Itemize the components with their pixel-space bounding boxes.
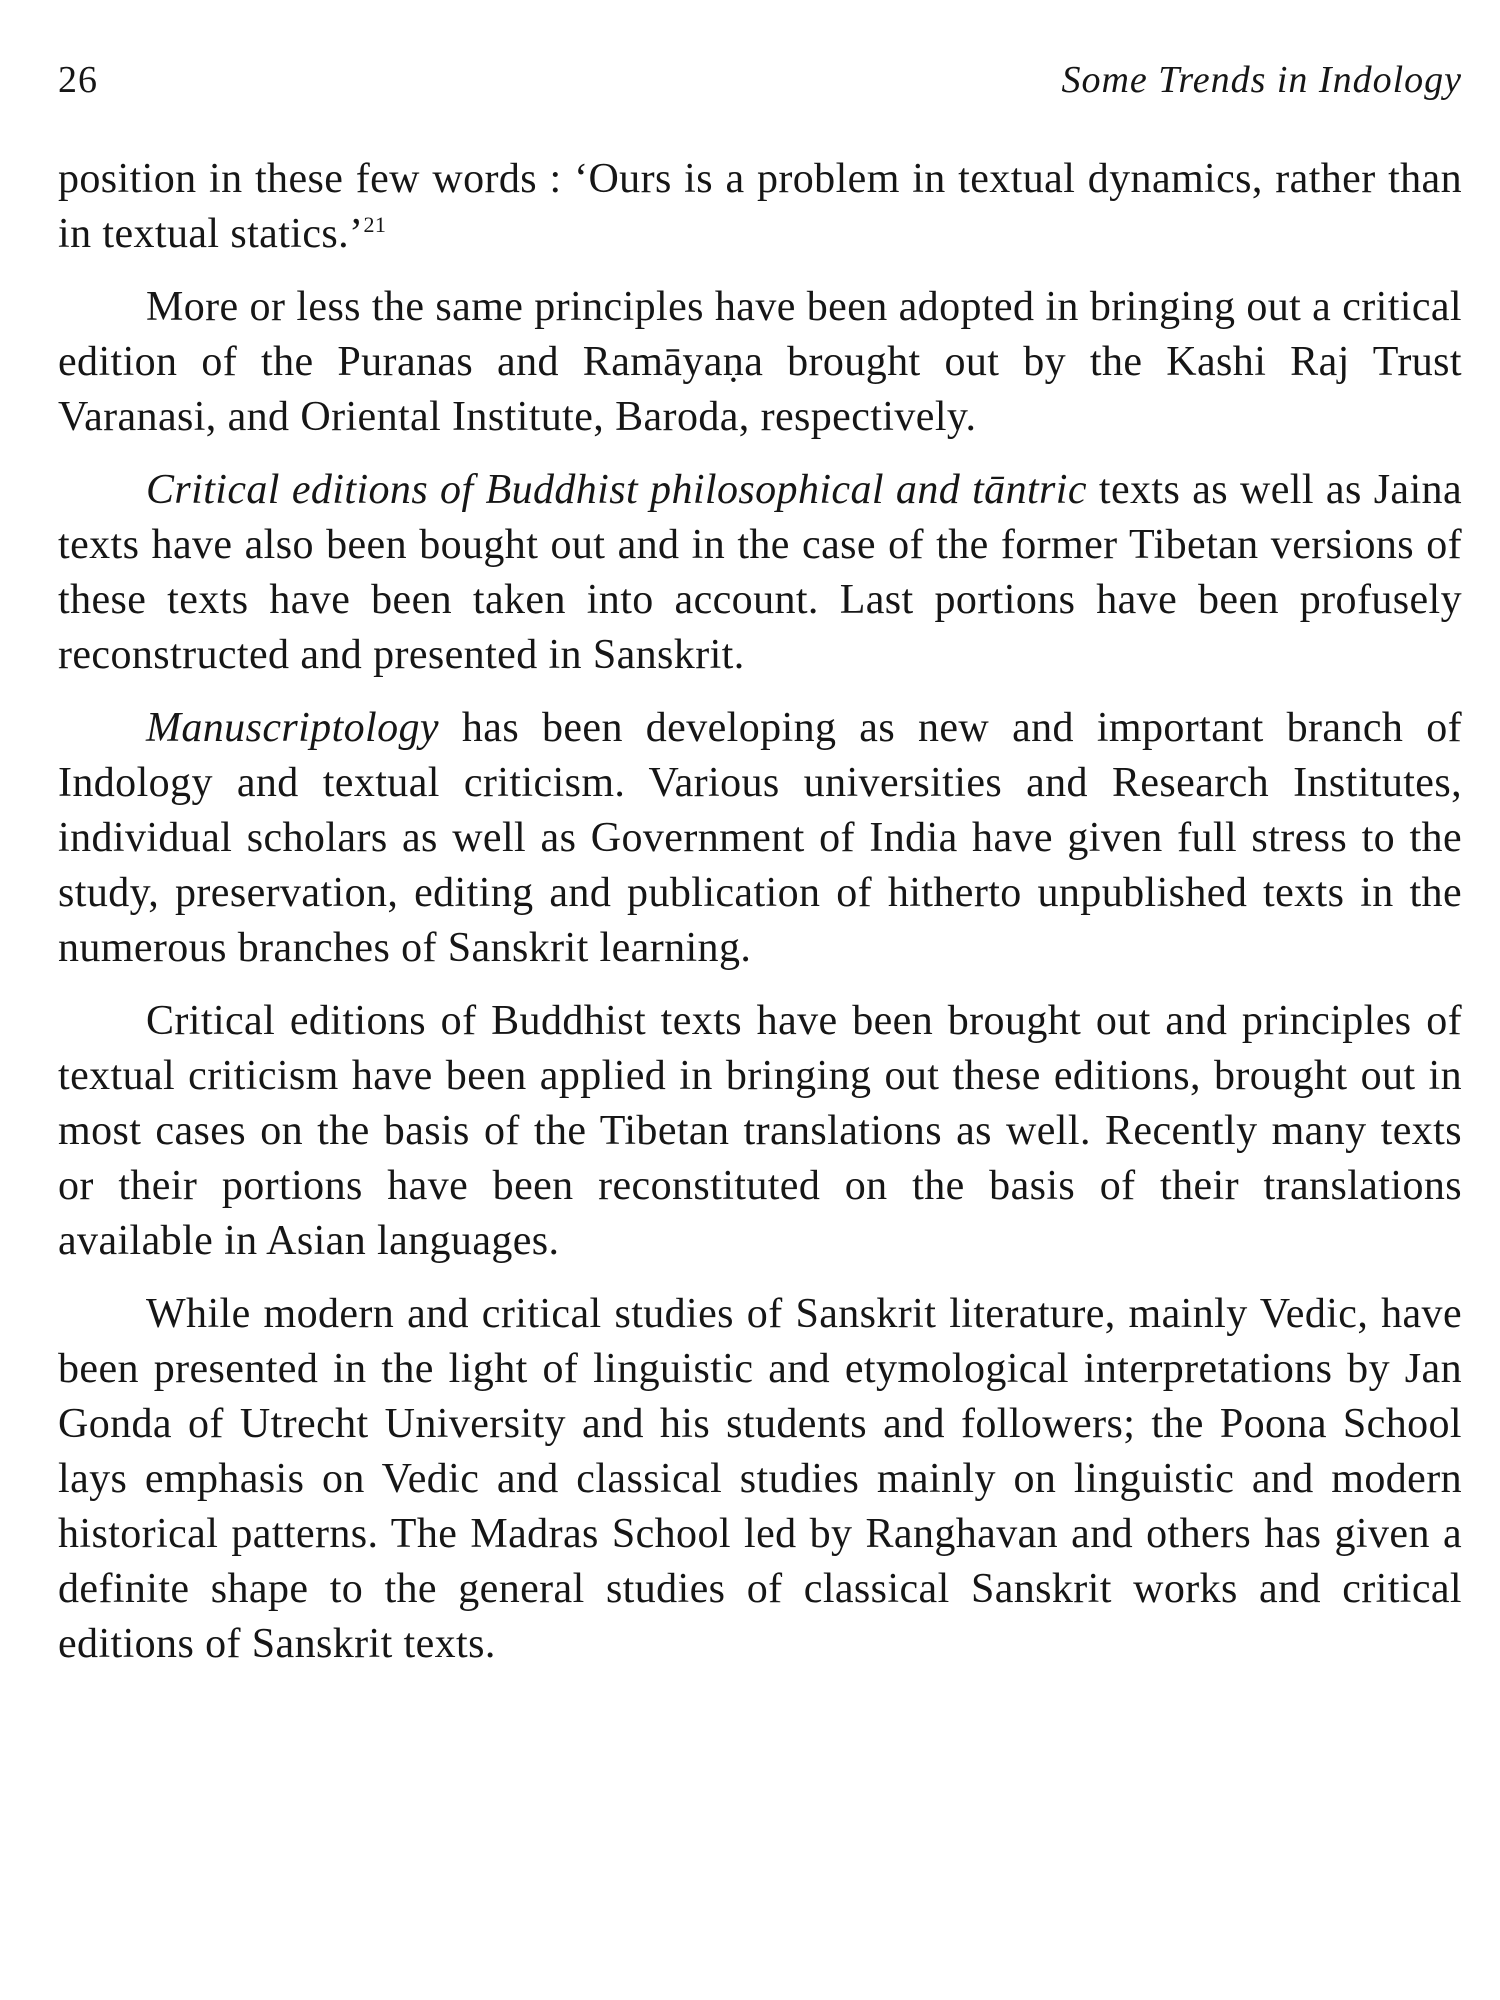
paragraph-3-italic-lead: Critical editions of Buddhist philosophical and tāntric [146,467,1087,513]
running-title: Some Trends in Indology [1061,59,1462,101]
paragraph-3-text: texts as well as Jaina texts have also been bought out and in the case of the former Tibetan versions of these texts have been taken into account. Last portions have been profusely reconstructed and presented in Sanskrit. [58,467,1462,678]
body-text [58,152,1462,1690]
paragraph-5-text: Critical editions of Buddhist texts have been brought out and principles of textual criticism have been applied in bringing out these editions, brought out in most cases on the basis of the Tibetan translations as well. Recently many texts or their portions have been reconstituted on the basis of their translations available in Asian languages. [58,998,1462,1264]
paragraph-6-text: While modern and critical studies of Sanskrit literature, mainly Vedic, have been presented in the light of linguistic and etymological interpretations by Jan Gonda of Utrecht University and his students and followers; the Poona School lays emphasis on Vedic and classical studies mainly on linguistic and modern historical patterns. The Madras School led by Ranghavan and others has given a definite shape to the general studies of classical Sanskrit works and critical editions of Sanskrit texts. [58,1291,1462,1667]
footnote-ref-21: 21 [363,212,387,237]
paragraph-2 [58,280,1462,445]
paragraph-4-text: has been developing as new and important branch of Indology and textual criticism. Various universities and Research Institutes, individual scholars as well as Government of India have given full stress to the study, preservation, editing and publication of hitherto unpublished texts in the numerous branches of Sanskrit learning. [58,705,1462,971]
paragraph-1-text: position in these few words : ‘Ours is a problem in textual dynamics, rather than in textual statics.’ [58,156,1462,257]
paragraph-3 [58,463,1462,683]
paragraph-5 [58,994,1462,1269]
running-head [58,58,1462,108]
page-number: 26 [58,59,98,101]
paragraph-6 [58,1287,1462,1672]
paragraph-1 [58,152,1462,262]
paragraph-4 [58,701,1462,976]
paragraph-2-text: More or less the same principles have been adopted in bringing out a critical edition of the Puranas and Ramāyaṇa brought out by the Kashi Raj Trust Varanasi, and Oriental Institute, Baroda, respectively. [58,284,1462,440]
paragraph-4-italic-lead: Manuscriptology [146,705,439,751]
